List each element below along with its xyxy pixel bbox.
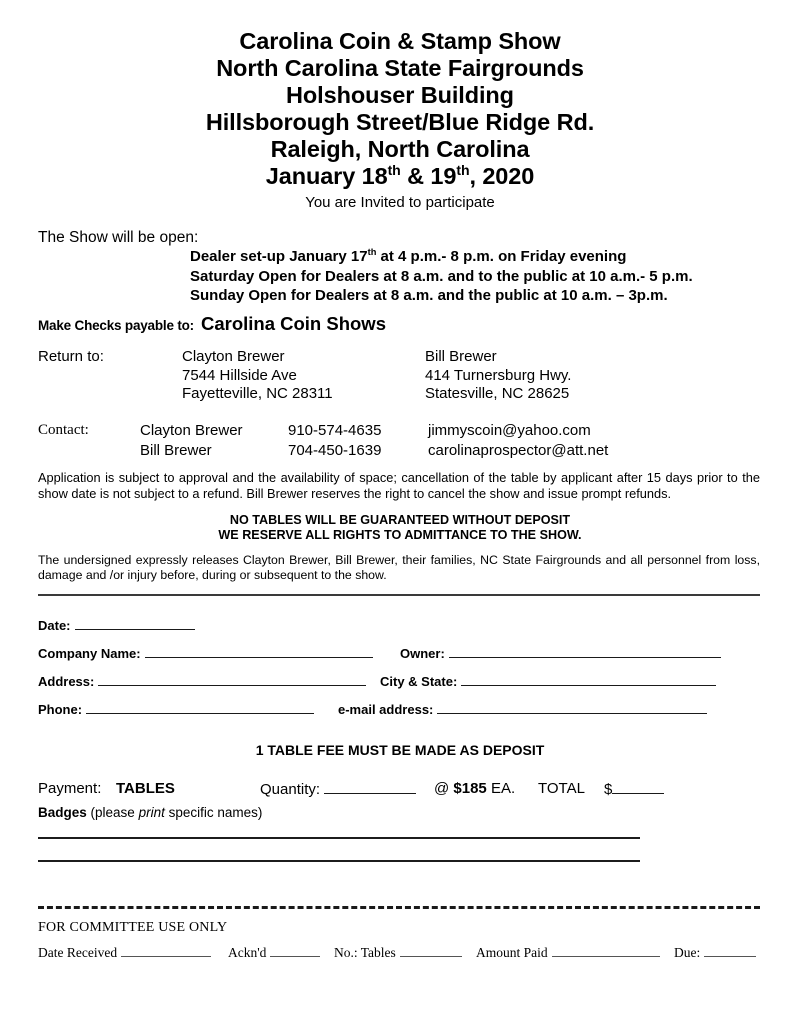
rate-group bbox=[434, 780, 515, 797]
owner-input[interactable] bbox=[449, 644, 721, 658]
title-line-dates bbox=[0, 163, 800, 190]
title-line-building: Holshouser Building bbox=[286, 82, 514, 108]
tables-label: TABLES bbox=[116, 780, 175, 797]
contact-name-1: Clayton Brewer bbox=[140, 422, 243, 439]
form-row-company-owner bbox=[38, 644, 760, 672]
contact-phone-2: 704-450-1639 bbox=[288, 442, 382, 459]
date-input[interactable] bbox=[75, 616, 195, 630]
company-field-group[interactable] bbox=[38, 644, 373, 661]
owner-field-group[interactable] bbox=[400, 644, 721, 661]
phone-input[interactable] bbox=[86, 700, 314, 714]
badges-hint-pre: (please bbox=[86, 805, 139, 820]
make-checks-label: Make Checks payable to: bbox=[38, 318, 194, 333]
contact-phones-column bbox=[288, 421, 381, 461]
contact-phone-1: 910-574-4635 bbox=[288, 422, 382, 439]
citystate-field-group[interactable] bbox=[380, 672, 716, 689]
date-field-group[interactable] bbox=[38, 616, 195, 633]
address-label: Address: bbox=[38, 674, 95, 689]
total-label: TOTAL bbox=[538, 780, 585, 797]
total-input[interactable] bbox=[612, 780, 664, 794]
acknd-input[interactable] bbox=[270, 944, 320, 957]
cut-here-dashed-line bbox=[38, 906, 760, 909]
total-currency-symbol: $ bbox=[604, 781, 613, 798]
email-address-input[interactable] bbox=[437, 700, 707, 714]
return-address-primary-name: Clayton Brewer bbox=[182, 348, 285, 365]
make-checks-payable-row bbox=[38, 314, 386, 336]
hours-sunday: Sunday Open for Dealers at 8 a.m. and the public at 10 a.m. – 3p.m. bbox=[190, 287, 668, 304]
phone-label: Phone: bbox=[38, 702, 83, 717]
owner-label: Owner: bbox=[400, 646, 445, 661]
setup-sup: th bbox=[367, 247, 377, 257]
badges-label: Badges bbox=[38, 805, 87, 820]
total-field-group[interactable] bbox=[604, 780, 664, 798]
city-state-label: City & State: bbox=[380, 674, 458, 689]
return-address-primary-street: 7544 Hillside Ave bbox=[182, 366, 297, 384]
badges-hint-post: specific names) bbox=[164, 805, 263, 820]
due-label: Due: bbox=[674, 945, 701, 960]
title-line-show-name: Carolina Coin & Stamp Show bbox=[239, 28, 561, 54]
contact-name-2: Bill Brewer bbox=[140, 442, 212, 459]
date-prefix: January 18 bbox=[265, 163, 388, 189]
contact-names-column bbox=[140, 421, 243, 461]
phone-field-group[interactable] bbox=[38, 700, 314, 717]
return-address-secondary bbox=[425, 348, 571, 404]
return-address-secondary-street: 414 Turnersburg Hwy. bbox=[425, 366, 572, 384]
payment-label: Payment: bbox=[38, 780, 102, 797]
terms-paragraph: Application is subject to approval and the availability of space; cancellation of the table by applicant after 15 days prior to the show date is not subject to a refund. Bill Brewer reserves the right to cancel the show and issue prompt refunds. bbox=[38, 470, 760, 501]
date-label: Date: bbox=[38, 618, 71, 633]
quantity-field-group[interactable] bbox=[260, 780, 416, 798]
quantity-label: Quantity: bbox=[260, 781, 321, 798]
document-header bbox=[0, 28, 800, 213]
email-address-label: e-mail address: bbox=[338, 702, 434, 717]
badges-instruction bbox=[38, 805, 262, 820]
title-line-venue: North Carolina State Fairgrounds bbox=[216, 55, 584, 81]
form-row-date bbox=[38, 616, 760, 644]
notice-no-tables-guaranteed: NO TABLES WILL BE GUARANTEED WITHOUT DEPOSIT bbox=[229, 513, 571, 527]
rate-at-symbol: @ bbox=[434, 780, 450, 797]
invitation-text: You are Invited to participate bbox=[305, 194, 495, 211]
applicant-form bbox=[38, 616, 760, 728]
company-name-input[interactable] bbox=[145, 644, 373, 658]
return-address-primary-citystate: Fayetteville, NC 28311 bbox=[182, 385, 333, 402]
contact-email-1[interactable]: jimmyscoin@yahoo.com bbox=[428, 422, 591, 439]
return-address-primary bbox=[182, 348, 333, 404]
rate-unit: EA. bbox=[490, 780, 516, 797]
payee-name: Carolina Coin Shows bbox=[200, 313, 386, 334]
amount-paid-label: Amount Paid bbox=[476, 945, 548, 960]
title-line-city: Raleigh, North Carolina bbox=[270, 136, 530, 162]
deposit-requirement-heading: 1 TABLE FEE MUST BE MADE AS DEPOSIT bbox=[255, 742, 545, 758]
show-hours-block bbox=[190, 247, 693, 306]
address-field-group[interactable] bbox=[38, 672, 366, 689]
form-row-phone-email bbox=[38, 700, 760, 728]
notice-rights-admittance: WE RESERVE ALL RIGHTS TO ADMITTANCE TO THE SHOW. bbox=[218, 527, 582, 542]
form-row-address-citystate bbox=[38, 672, 760, 700]
amount-paid-field-group[interactable] bbox=[476, 944, 660, 961]
badge-name-line-2[interactable] bbox=[38, 860, 640, 862]
no-tables-field-group[interactable] bbox=[334, 944, 462, 961]
city-state-input[interactable] bbox=[461, 672, 716, 686]
due-field-group[interactable] bbox=[674, 944, 756, 961]
date-suffix: , 2020 bbox=[469, 163, 535, 189]
date-received-field-group[interactable] bbox=[38, 944, 211, 961]
hours-saturday: Saturday Open for Dealers at 8 a.m. and to the public at 10 a.m.- 5 p.m. bbox=[190, 267, 693, 285]
address-input[interactable] bbox=[98, 672, 366, 686]
committee-use-heading: FOR COMMITTEE USE ONLY bbox=[38, 920, 228, 935]
acknd-field-group[interactable] bbox=[228, 944, 320, 961]
email-field-group[interactable] bbox=[338, 700, 707, 717]
quantity-input[interactable] bbox=[324, 780, 416, 794]
company-name-label: Company Name: bbox=[38, 646, 141, 661]
return-address-secondary-citystate: Statesville, NC 28625 bbox=[425, 385, 570, 402]
date-sup-first: th bbox=[387, 162, 401, 179]
deposit-notice-block bbox=[0, 513, 800, 542]
no-tables-input[interactable] bbox=[400, 944, 462, 957]
date-received-input[interactable] bbox=[121, 944, 211, 957]
due-input[interactable] bbox=[704, 944, 756, 957]
amount-paid-input[interactable] bbox=[552, 944, 660, 957]
show-open-intro: The Show will be open: bbox=[38, 229, 199, 246]
date-received-label: Date Received bbox=[38, 945, 118, 960]
rate-amount: $185 bbox=[453, 780, 487, 797]
hours-dealer-setup bbox=[190, 247, 693, 267]
return-to-label: Return to: bbox=[38, 348, 104, 365]
setup-prefix: Dealer set-up January 17 bbox=[190, 248, 368, 265]
section-divider bbox=[38, 594, 760, 596]
date-sup-second: th bbox=[456, 162, 470, 179]
release-paragraph: The undersigned expressly releases Clayton Brewer, Bill Brewer, their families, NC State Fairgrounds and all personnel from loss, damage and /or injury before, during or subsequent to the show. bbox=[38, 553, 760, 582]
badge-name-line-1[interactable] bbox=[38, 837, 640, 839]
acknd-label: Ackn'd bbox=[228, 945, 267, 960]
date-middle: & 19 bbox=[400, 163, 457, 189]
contact-label: Contact: bbox=[38, 422, 89, 438]
no-tables-label: No.: Tables bbox=[334, 945, 396, 960]
return-address-secondary-name: Bill Brewer bbox=[425, 348, 497, 365]
badges-hint-emphasis: print bbox=[138, 805, 165, 820]
setup-suffix: at 4 p.m.- 8 p.m. on Friday evening bbox=[376, 248, 627, 265]
contact-emails-column bbox=[428, 421, 608, 461]
title-line-street: Hillsborough Street/Blue Ridge Rd. bbox=[205, 109, 595, 135]
contact-email-2[interactable]: carolinaprospector@att.net bbox=[428, 442, 609, 459]
